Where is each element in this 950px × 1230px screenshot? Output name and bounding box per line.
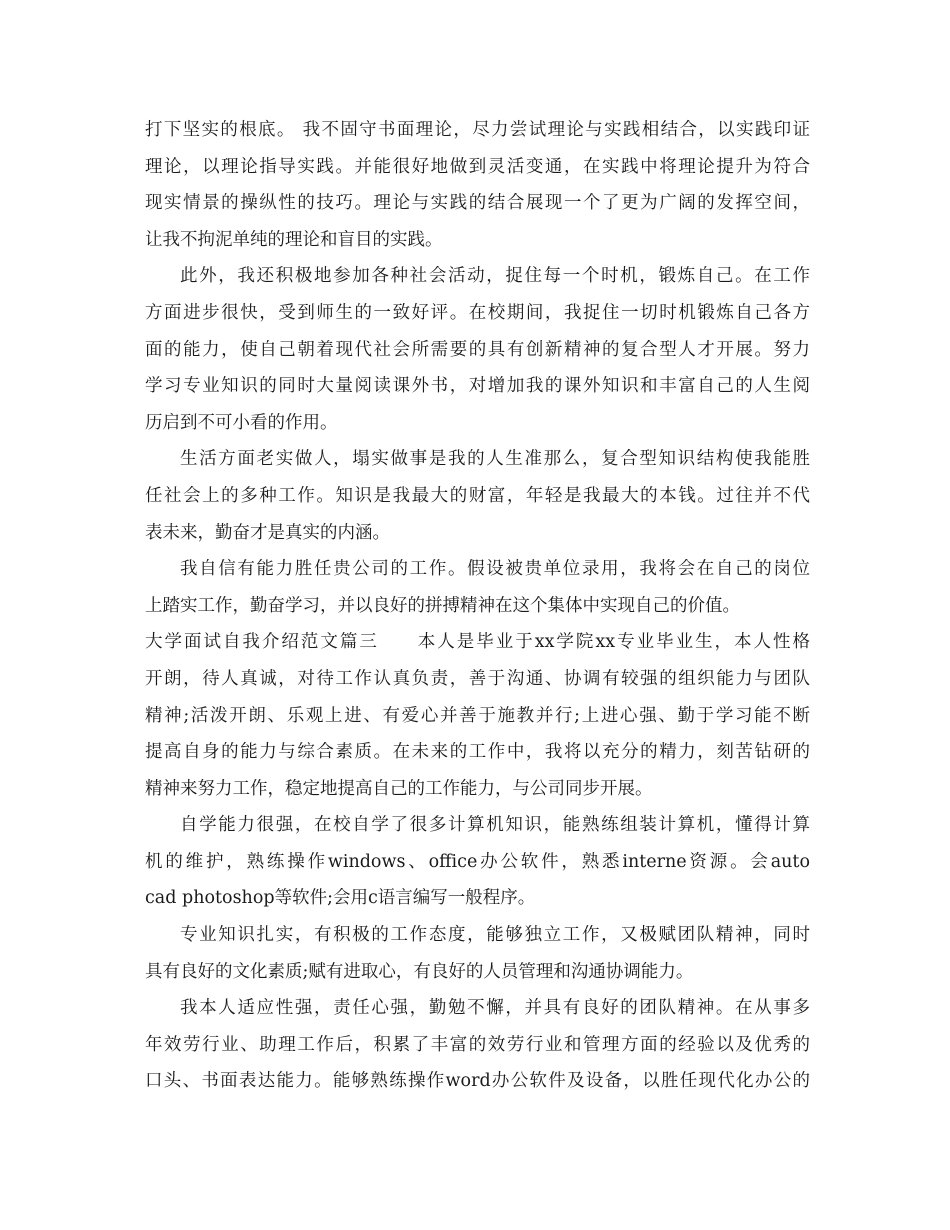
text-line: 我本人适应性强，责任心强，勤勉不懈，并具有良好的团队精神。在从事多 <box>180 998 810 1019</box>
text-line: 方面进步很快，受到师生的一致好评。在校期间，我捉住一切时机锻炼自己各方 <box>145 302 810 323</box>
text-line: 表未来，勤奋才是真实的内涵。 <box>145 522 390 543</box>
text-line: 开朗，待人真诚，对待工作认真负责，善于沟通、协调有较强的组织能力与团队 <box>145 668 810 689</box>
text-line: 年效劳行业、助理工作后，积累了丰富的效劳行业和管理方面的经验以及优秀的 <box>145 1034 810 1055</box>
text-line: 生活方面老实做人，塌实做事是我的人生准那么，复合型知识结构使我能胜 <box>180 449 810 470</box>
text-line: 精神来努力工作，稳定地提高自己的工作能力，与公司同步开展。 <box>145 778 653 799</box>
text-line: 专业知识扎实，有积极的工作态度，能够独立工作，又极赋团队精神，同时 <box>180 925 810 946</box>
text-line: 口头、书面表达能力。能够熟练操作word办公软件及设备，以胜任现代化办公的 <box>145 1071 810 1092</box>
text-line: 学习专业知识的同时大量阅读课外书，对增加我的课外知识和丰富自己的人生阅 <box>145 376 810 397</box>
text-line: 机的维护，熟练操作windows、office办公软件，熟悉interne资源。会auto <box>145 851 810 872</box>
text-line: 面的能力，使自己朝着现代社会所需要的具有创新精神的复合型人才开展。努力 <box>145 339 810 360</box>
body-text <box>145 112 810 1100</box>
text-line: 理论，以理论指导实践。并能很好地做到灵活变通，在实践中将理论提升为符合 <box>145 156 810 177</box>
text-line: 任社会上的多种工作。知识是我最大的财富，年轻是我最大的本钱。过往并不代 <box>145 485 810 506</box>
text-line: 现实情景的操纵性的技巧。理论与实践的结合展现一个了更为广阔的发挥空间， <box>145 193 810 214</box>
text-line: 让我不拘泥单纯的理论和盲目的实践。 <box>145 229 443 250</box>
text-line: 自学能力很强，在校自学了很多计算机知识，能熟练组装计算机，懂得计算 <box>180 815 810 836</box>
text-line: 此外，我还积极地参加各种社会活动，捉住每一个时机，锻炼自己。在工作 <box>180 266 810 287</box>
text-line: 提高自身的能力与综合素质。在未来的工作中，我将以充分的精力，刻苦钻研的 <box>145 742 810 763</box>
text-line: 历启到不可小看的作用。 <box>145 412 338 433</box>
text-line: 精神;活泼开朗、乐观上进、有爱心并善于施教并行;上进心强、勤于学习能不断 <box>145 705 810 726</box>
text-line: 具有良好的文化素质;赋有进取心，有良好的人员管理和沟通协调能力。 <box>145 961 694 982</box>
text-line: 大学面试自我介绍范文篇三 本人是毕业于xx学院xx专业毕业生，本人性格 <box>145 632 810 653</box>
text-line: 我自信有能力胜任贵公司的工作。假设被贵单位录用，我将会在自己的岗位 <box>180 559 810 580</box>
text-line: cad photoshop等软件;会用c语言编写一般程序。 <box>145 888 536 909</box>
text-line: 上踏实工作，勤奋学习，并以良好的拼搏精神在这个集体中实现自己的价值。 <box>145 595 740 616</box>
text-line: 打下坚实的根底。 我不固守书面理论，尽力尝试理论与实践相结合，以实践印证 <box>145 120 810 140</box>
